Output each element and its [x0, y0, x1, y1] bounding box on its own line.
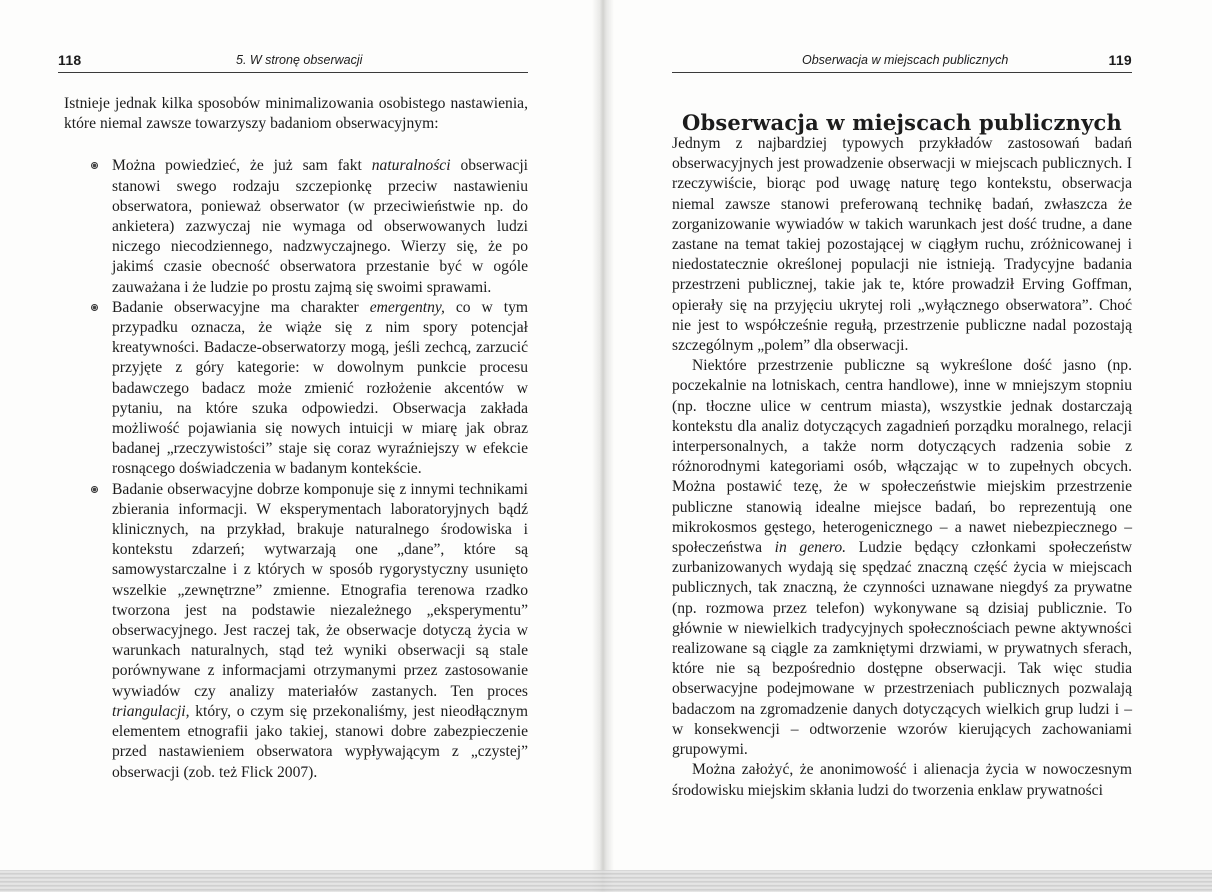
section-heading: Obserwacja w miejscach publicznych — [682, 110, 1122, 136]
paragraph-3: Można założyć, że anonimowość i alienacja życia w nowoczesnym środowisku miejskim skłania ludzi do tworzenia enklaw prywatności — [672, 761, 1132, 799]
bullet-text: Badanie obserwacyjne dobrze komponuje się z innymi technikami zbierania informacji. W eksperymentach laboratoryjnych bądź klinicznych, na przykład, brakuje naturalnego środowiska i kontekstu zdarzeń; wytwarzają one „dane”, które są samowystarczalne i z których w sposób rygorystyczny usunięto wszelkie „zewnętrzne” zmienne. Etnografia terenowa rzadko tworzona jest na podstawie niezależnego „eksperymentu” obserwacyjnego. Jest raczej tak, że obserwacje dotyczą życia w warunkach naturalnych, stąd też wyniki obserwacji są stale porównywane z informacjami otrzymanymi przez zastosowanie wywiadów czy analizy materiałów zastanych. Ten proces triangulacji, który, o czym się przekonaliśmy, jest nieodłącznym elementem etnografii jako takiej, stanowi dobre zabezpieczenie przed nastawieniem obserwatora wypływającym z „czystej” obserwacji (zob. też Flick 2007). — [112, 480, 528, 781]
bullet-list — [64, 156, 528, 782]
paragraph-1: Jednym z najbardziej typowych przykładów zastosowań badań obserwacyjnych jest prowadzenie obserwacji w miejscach publicznych. I rzeczywiście, biorąc pod uwagę naturę tego kontekstu, obserwacja niemal zawsze stanowi preferowaną technikę badań, zwłaszcza że zorganizowanie wywiadów w takich warunkach jest dość trudne, a dane zastane na temat takiej pozostającej w ciągłym ruchu, zróżnicowanej i niedostatecznie określonej populacji nie istnieją. Tradycyjne badania przestrzeni publicznej, takie jak te, które prowadził Erving Goffman, opierały się na przyjęciu ukrytej roli „wyłącznego obserwatora”. Choć nie jest to współcześnie regułą, przestrzenie publiczne nadal pozostają szczególnym „polem” dla obserwacji. — [672, 135, 1132, 355]
right-body — [672, 134, 1132, 801]
page-edge-shadow — [0, 870, 1212, 892]
left-running-head — [58, 52, 528, 73]
left-body — [64, 94, 528, 783]
bullet-text: Można powiedzieć, że już sam fakt naturalności obserwacji stanowi swego rodzaju szczepionkę przeciw nastawieniu obserwatora, ponieważ obserwator (w przeciwieństwie np. do ankietera) zazwyczaj nie wymaga od obserwowanych ludzi niczego niecodziennego, nadzwyczajnego. Wierzy się, że po jakimś czasie obecność obserwatora przestanie być w ogóle zauważana i że ludzie po prostu zajmą się swoimi sprawami. — [112, 157, 528, 296]
left-page — [58, 0, 528, 870]
list-item — [64, 156, 528, 297]
list-item — [64, 480, 528, 783]
left-intro-paragraph: Istnieje jednak kilka sposobów minimalizowania osobistego nastawienia, które niemal zawsze towarzyszy badaniom obserwacyjnym: — [64, 95, 528, 133]
list-item — [64, 298, 528, 480]
right-running-title: Obserwacja w miejscach publicznych — [802, 53, 1009, 67]
bullet-icon — [91, 486, 98, 493]
left-running-title: 5. W stronę obserwacji — [236, 53, 363, 67]
right-page — [672, 0, 1132, 870]
bullet-icon — [91, 304, 98, 311]
left-page-number: 118 — [58, 52, 82, 68]
right-running-head — [672, 52, 1132, 73]
paragraph-2: Niektóre przestrzenie publiczne są wykreślone dość jasno (np. poczekalnie na lotniskach, centra handlowe), inne w mniejszym stopniu (np. tłoczne ulice w centrum miasta), wszystkie jednak dostarczają kontekstu dla analiz dotyczących zagadnień porządku moralnego, relacji interpersonalnych, a także norm dotyczących radzenia sobie z różnorodnymi kategoriami osób, włączając w to zupełnych obcych. Można postawić tezę, że w społeczeństwie miejskim przestrzenie publiczne stanowią idealne miejsce badań, bo reprezentują one mikrokosmos gęstego, heterogenicznego – a nawet niebezpiecznego – społeczeństwa in genero. Ludzie będący członkami społeczeństw zurbanizowanych wydają się spędzać znaczną część życia w miejscach publicznych, tak znaczną, że czynności uznawane niegdyś za prywatne (np. rozmowa przez telefon) wykonywane są dzisiaj publicznie. To głównie w niewielkich tradycyjnych społecznościach pewne aktywności realizowane są ciągle za zamkniętymi drzwiami, w prywatnych sferach, które nie są bezpośrednio dostępne obserwacji. Tak więc studia obserwacyjne podejmowane w przestrzeniach publicznych pozwalają badaczom na zgromadzenie danych dotyczących wielkich grup ludzi i – w konsekwencji – odtworzenie wzorów kierujących zachowaniami grupowymi. — [672, 357, 1132, 759]
right-page-number: 119 — [1108, 52, 1132, 68]
bullet-text: Badanie obserwacyjne ma charakter emergentny, co w tym przypadku oznacza, że wiąże się z nim spory potencjał kreatywności. Badacze-obserwatorzy mogą, jeśli zechcą, zarzucić przyjęte z góry kategorie: w dowolnym punkcie procesu badawczego badacz może zmienić rozłożenie akcentów w pytaniu, na które szuka odpowiedzi. Obserwacja zakłada możliwość pojawiania się nowych intuicji w miarę jak obraz badanej „rzeczywistości” staje się coraz wyraźniejszy w efekcie rosnącego doświadczenia w badanym kontekście. — [112, 298, 528, 478]
bullet-icon — [91, 162, 98, 169]
book-gutter — [592, 0, 614, 892]
